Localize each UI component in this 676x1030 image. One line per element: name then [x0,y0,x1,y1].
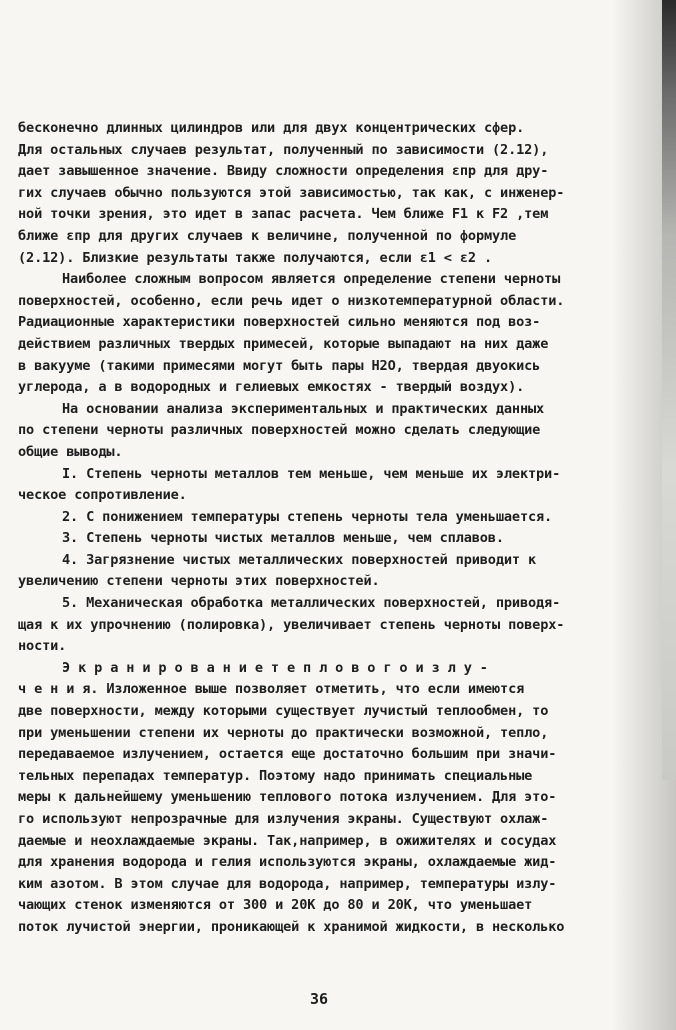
text-line: при уменьшении степени их черноты до практически возможной, тепло, [18,724,549,741]
text-line: углерода, а в водородных и гелиевых емкостях - твердый воздух). [18,379,525,396]
text-line: 2. С понижением температуры степень черноты тела уменьшается. [62,508,553,525]
text-line: общие выводы. [18,443,123,460]
text-line: 4. Загрязнение чистых металлических поверхностей приводит к [62,551,537,568]
text-line: ближе εпр для других случаев к величине, полученной по формуле [18,227,517,244]
document-body [18,118,632,939]
text-line: действием различных твердых примесей, которые выпадают на них даже [18,335,549,352]
text-line: поверхностей, особенно, если речь идет о низкотемпературной области. [18,292,565,309]
text-line: ности. [18,638,67,655]
text-line: гих случаев обычно пользуются этой зависимостью, так как, с инженер- [18,184,565,201]
text-line: I. Степень черноты металлов тем меньше, чем меньше их электри- [62,465,561,482]
text-line: щая к их упрочнению (полировка), увеличивает степень черноты поверх- [18,616,565,633]
text-line: 3. Степень черноты чистых металлов меньше, чем сплавов. [62,530,504,547]
text-line: ческое сопротивление. [18,487,187,504]
text-line: передаваемое излучением, остается еще достаточно большим при значи- [18,746,557,763]
text-line: На основании анализа экспериментальных и практических данных [62,400,545,417]
text-line: 5. Механическая обработка металлических поверхностей, приводя- [62,595,561,612]
text-line: Радиационные характеристики поверхностей сильно меняются под воз- [18,314,541,331]
text-line: дает завышенное значение. Ввиду сложности определения εпр для дру- [18,163,549,180]
binding-edge [662,0,676,780]
text-line: увеличению степени черноты этих поверхностей. [18,573,380,590]
text-line: две поверхности, между которыми существует лучистый теплообмен, то [18,703,549,720]
page-number: 36 [310,990,329,1008]
text-line: ч е н и я. Изложенное выше позволяет отметить, что если имеются [18,681,525,698]
text-line: ким азотом. В этом случае для водорода, например, температуры излу- [18,875,557,892]
text-line: в вакууме (такими примесями могут быть пары H2O, твердая двуокись [18,357,541,374]
text-line: чающих стенок изменяются от 300 и 20К до 80 и 20К, что уменьшает [18,897,533,914]
text-line: по степени черноты различных поверхностей можно сделать следующие [18,422,541,439]
text-line: (2.12). Близкие результаты также получаются, если ε1 < ε2 . [18,249,493,266]
text-line: бесконечно длинных цилиндров или для двух концентрических сфер. [18,120,525,136]
text-line: поток лучистой энергии, проникающей к хранимой жидкости, в несколько [18,918,565,935]
text-line: для хранения водорода и гелия используются экраны, охлаждаемые жид- [18,854,557,871]
section-heading-line: Э к р а н и р о в а н и е т е п л о в о г о и з л у - [62,659,488,676]
text-line: меры к дальнейшему уменьшению теплового потока излучением. Для это- [18,789,557,806]
text-line: тельных перепадах температур. Поэтому надо принимать специальные [18,767,533,784]
text-line: даемые и неохлаждаемые экраны. Так,например, в ожижителях и сосудах [18,832,557,849]
text-line: Наиболее сложным вопросом является определение степени черноты [62,271,561,288]
text-line: ной точки зрения, это идет в запас расчета. Чем ближе F1 к F2 ,тем [18,206,549,223]
text-line: го используют непрозрачные для излучения экраны. Существуют охлаж- [18,811,549,827]
text-line: Для остальных случаев результат, полученный по зависимости (2.12), [18,141,549,158]
